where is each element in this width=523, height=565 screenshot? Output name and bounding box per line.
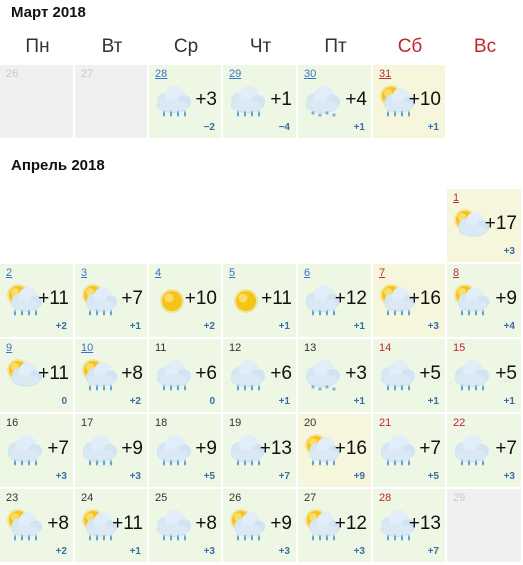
calendar-day-cell: [0, 414, 75, 489]
weekday-header: [0, 36, 523, 64]
month-title-april: Апрель 2018: [11, 157, 105, 174]
night-temperature: +2: [55, 546, 67, 557]
calendar-day-cell: [75, 489, 149, 564]
day-number: 17: [81, 417, 94, 429]
night-temperature: +5: [203, 471, 215, 482]
day-temperature: +16: [334, 438, 367, 459]
day-number: 15: [453, 342, 466, 354]
day-temperature: +12: [334, 513, 367, 534]
sun-cloud-rain-icon: [450, 279, 492, 319]
night-temperature: 0: [209, 396, 215, 407]
cloud-rain-icon: [376, 354, 418, 394]
day-number-link[interactable]: 31: [379, 68, 392, 80]
calendar-day-cell[interactable]: [298, 264, 373, 339]
night-temperature: +2: [55, 321, 67, 332]
day-number: 26: [229, 492, 242, 504]
cloud-rain-icon: [152, 354, 194, 394]
cloud-rain-icon: [152, 504, 194, 544]
night-temperature: +1: [129, 546, 141, 557]
day-number-link[interactable]: 29: [229, 68, 242, 80]
calendar-day-cell[interactable]: [447, 264, 523, 339]
day-temperature: +11: [261, 288, 292, 309]
calendar-day-cell[interactable]: [373, 264, 447, 339]
cloud-rain-icon: [152, 429, 194, 469]
day-temperature: +7: [495, 438, 517, 459]
day-temperature: +11: [38, 288, 69, 309]
day-number: 12: [229, 342, 242, 354]
march-calendar-grid: [0, 65, 523, 140]
night-temperature: +1: [503, 396, 515, 407]
day-number: 13: [304, 342, 317, 354]
night-temperature: +7: [278, 471, 290, 482]
day-temperature: +9: [270, 513, 292, 534]
day-temperature: +5: [495, 363, 517, 384]
cloud-rain-icon: [226, 80, 268, 120]
calendar-day-other-month: [447, 489, 523, 564]
calendar-day-cell: [373, 339, 447, 414]
sun-cloud-rain-icon: [78, 279, 120, 319]
cloud-rain-icon: [226, 354, 268, 394]
day-temperature: +8: [195, 513, 217, 534]
night-temperature: +3: [503, 471, 515, 482]
night-temperature: +1: [427, 396, 439, 407]
sun-cloud-rain-icon: [78, 354, 120, 394]
calendar-day-cell[interactable]: [223, 65, 298, 140]
calendar-day-cell[interactable]: [447, 189, 523, 264]
day-temperature: +6: [195, 363, 217, 384]
calendar-day-cell: [223, 414, 298, 489]
day-number: 27: [81, 68, 94, 80]
calendar-day-other-month: [75, 65, 149, 140]
day-number-link[interactable]: 5: [229, 267, 236, 279]
night-temperature: +7: [427, 546, 439, 557]
night-temperature: +3: [503, 246, 515, 257]
day-temperature: +3: [195, 89, 217, 110]
day-temperature: +5: [419, 363, 441, 384]
night-temperature: +3: [353, 546, 365, 557]
weekday-label: Вт: [101, 36, 123, 57]
day-temperature: +8: [121, 363, 143, 384]
sun-cloud-rain-icon: [226, 504, 268, 544]
calendar-day-cell: [298, 414, 373, 489]
night-temperature: +3: [427, 321, 439, 332]
weekday-label: Вс: [473, 36, 497, 57]
day-number-link[interactable]: 2: [6, 267, 13, 279]
day-number: 28: [379, 492, 392, 504]
cloud-rain-icon: [450, 354, 492, 394]
weekday-label: Пн: [25, 36, 50, 57]
calendar-day-cell: [298, 489, 373, 564]
night-temperature: +5: [427, 471, 439, 482]
day-temperature: +16: [408, 288, 441, 309]
night-temperature: +1: [129, 321, 141, 332]
day-number-link[interactable]: 1: [453, 192, 460, 204]
day-number: 19: [229, 417, 242, 429]
calendar-day-cell: [447, 339, 523, 414]
night-temperature: +9: [353, 471, 365, 482]
calendar-day-cell[interactable]: [149, 65, 223, 140]
calendar-day-other-month: [0, 65, 75, 140]
calendar-day-cell[interactable]: [149, 264, 223, 339]
day-number-link[interactable]: 7: [379, 267, 386, 279]
calendar-day-cell: [373, 489, 447, 564]
day-temperature: +13: [408, 513, 441, 534]
day-number-link[interactable]: 30: [304, 68, 317, 80]
day-temperature: +11: [112, 513, 143, 534]
day-number-link[interactable]: 9: [6, 342, 13, 354]
day-temperature: +11: [38, 363, 69, 384]
day-temperature: +13: [259, 438, 292, 459]
night-temperature: 0: [61, 396, 67, 407]
day-temperature: +9: [195, 438, 217, 459]
day-number: 23: [6, 492, 19, 504]
day-number: 22: [453, 417, 466, 429]
day-number: 24: [81, 492, 94, 504]
day-temperature: +7: [121, 288, 143, 309]
calendar-day-cell[interactable]: [0, 339, 75, 414]
night-temperature: +1: [427, 122, 439, 133]
day-number-link[interactable]: 28: [155, 68, 168, 80]
day-number: 18: [155, 417, 168, 429]
cloud-rain-icon: [152, 80, 194, 120]
day-number-link[interactable]: 4: [155, 267, 162, 279]
day-temperature: +7: [419, 438, 441, 459]
day-temperature: +3: [345, 363, 367, 384]
day-temperature: +9: [121, 438, 143, 459]
day-number: 16: [6, 417, 19, 429]
day-temperature: +17: [484, 213, 517, 234]
day-temperature: +10: [408, 89, 441, 110]
day-temperature: +8: [47, 513, 69, 534]
calendar-day-cell: [149, 414, 223, 489]
calendar-day-cell: [0, 489, 75, 564]
day-number: 29: [453, 492, 466, 504]
day-number: 14: [379, 342, 392, 354]
day-temperature: +12: [334, 288, 367, 309]
cloud-snow-icon: [301, 80, 343, 120]
cloud-rain-icon: [450, 429, 492, 469]
cloud-rain-icon: [3, 429, 45, 469]
calendar-day-cell: [223, 339, 298, 414]
day-temperature: +6: [270, 363, 292, 384]
night-temperature: −2: [203, 122, 215, 133]
day-number-link[interactable]: 10: [81, 342, 94, 354]
calendar-day-cell: [298, 339, 373, 414]
weekday-label: Пт: [324, 36, 347, 57]
night-temperature: +3: [203, 546, 215, 557]
day-temperature: +4: [345, 89, 367, 110]
calendar-day-cell[interactable]: [75, 264, 149, 339]
day-temperature: +9: [495, 288, 517, 309]
calendar-day-cell: [373, 414, 447, 489]
day-number: 11: [155, 342, 167, 354]
calendar-day-cell[interactable]: [298, 65, 373, 140]
day-temperature: +7: [47, 438, 69, 459]
weekday-label: Чт: [249, 36, 272, 57]
weekday-label: Ср: [173, 36, 199, 57]
night-temperature: +1: [278, 321, 290, 332]
day-temperature: +10: [184, 288, 217, 309]
day-number: 26: [6, 68, 19, 80]
day-number: 20: [304, 417, 317, 429]
day-number: 21: [379, 417, 392, 429]
night-temperature: +2: [203, 321, 215, 332]
calendar-day-cell[interactable]: [75, 339, 149, 414]
day-number-link[interactable]: 8: [453, 267, 460, 279]
day-number: 25: [155, 492, 168, 504]
calendar-day-cell[interactable]: [0, 264, 75, 339]
night-temperature: +1: [353, 122, 365, 133]
month-title-march: Март 2018: [11, 4, 86, 21]
day-number: 27: [304, 492, 317, 504]
night-temperature: +1: [353, 321, 365, 332]
night-temperature: +3: [129, 471, 141, 482]
day-number-link[interactable]: 6: [304, 267, 311, 279]
weekday-label: Сб: [397, 36, 423, 57]
calendar-day-cell: [149, 489, 223, 564]
cloud-rain-icon: [78, 429, 120, 469]
calendar-day-cell: [447, 414, 523, 489]
cloud-rain-icon: [376, 429, 418, 469]
calendar-day-cell[interactable]: [223, 264, 298, 339]
calendar-day-cell: [149, 339, 223, 414]
night-temperature: +2: [129, 396, 141, 407]
day-number-link[interactable]: 3: [81, 267, 88, 279]
calendar-day-cell: [75, 414, 149, 489]
night-temperature: +3: [278, 546, 290, 557]
night-temperature: −4: [278, 122, 290, 133]
night-temperature: +1: [353, 396, 365, 407]
cloud-snow-icon: [301, 354, 343, 394]
april-calendar-grid: [0, 189, 523, 564]
night-temperature: +3: [55, 471, 67, 482]
calendar-day-cell[interactable]: [373, 65, 447, 140]
calendar-day-cell: [223, 489, 298, 564]
day-temperature: +1: [270, 89, 292, 110]
sun-cloud-rain-icon: [3, 504, 45, 544]
night-temperature: +1: [278, 396, 290, 407]
night-temperature: +4: [503, 321, 515, 332]
